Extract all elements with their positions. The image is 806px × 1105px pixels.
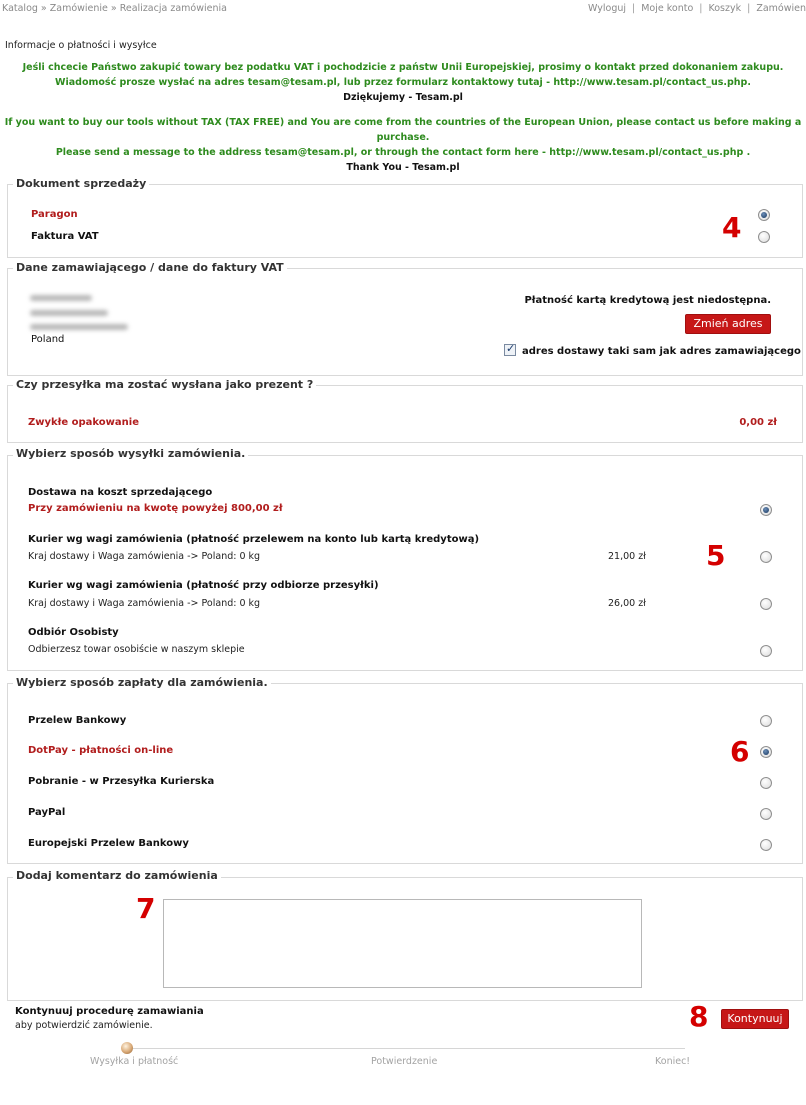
customer-data-legend: Dane zamawiającego / dane do faktury VAT: [13, 261, 287, 274]
nav-separator: |: [632, 3, 636, 14]
sales-document-fieldset: [7, 184, 803, 258]
annotation-number-8: 8: [689, 1000, 709, 1033]
shipping-option-subtitle: Kraj dostawy i Waga zamówienia -> Poland: 0 kg: [28, 551, 261, 562]
order-comment-textarea[interactable]: [163, 899, 642, 988]
progress-track: [125, 1048, 685, 1049]
gift-wrapping-option: Zwykłe opakowanie: [28, 417, 139, 428]
payment-eu-transfer-radio[interactable]: [760, 839, 772, 851]
orders-link[interactable]: Zamówien: [756, 3, 806, 14]
redacted-street: [30, 310, 108, 316]
notice-polish: [0, 60, 806, 105]
payment-option-label: Przelew Bankowy: [28, 715, 127, 726]
shipping-courier-prepaid-radio[interactable]: [760, 551, 772, 563]
annotation-number-6: 6: [730, 735, 750, 768]
top-navigation: [588, 3, 806, 14]
card-payment-unavailable-notice: Płatność kartą kredytową jest niedostępna.: [524, 295, 771, 306]
gift-fieldset: [7, 385, 803, 443]
step-confirmation: Potwierdzenie: [371, 1056, 438, 1067]
shipping-pickup-radio[interactable]: [760, 645, 772, 657]
notice-english: [0, 115, 806, 175]
change-address-button[interactable]: Zmień adres: [685, 314, 771, 334]
step-shipping-payment: Wysyłka i płatność: [90, 1056, 179, 1067]
payment-option-label: PayPal: [28, 807, 66, 818]
shipping-option-subtitle: Odbierzesz towar osobiście w naszym sklepie: [28, 644, 245, 655]
option-faktura-vat-label: Faktura VAT: [31, 231, 99, 242]
payment-dotpay-radio[interactable]: [760, 746, 772, 758]
nav-separator: |: [747, 3, 751, 14]
payment-paypal-radio[interactable]: [760, 808, 772, 820]
comment-legend: Dodaj komentarz do zamówienia: [13, 869, 221, 882]
shipping-option-title: Kurier wg wagi zamówienia (płatność przy odbiorze przesyłki): [28, 580, 379, 591]
nav-separator: |: [699, 3, 703, 14]
shipping-option-title: Dostawa na koszt sprzedającego: [28, 487, 213, 498]
option-paragon-label: Paragon: [31, 209, 78, 220]
notice-pl-line3: Dziękujemy - Tesam.pl: [343, 92, 463, 103]
breadcrumb: [2, 3, 227, 14]
payment-bank-transfer-radio[interactable]: [760, 715, 772, 727]
shipping-option-title: Odbiór Osobisty: [28, 627, 119, 638]
breadcrumb-separator: »: [40, 3, 47, 14]
shipping-free-radio[interactable]: [760, 504, 772, 516]
breadcrumb-separator: »: [110, 3, 117, 14]
continue-title: Kontynuuj procedurę zamawiania: [15, 1006, 204, 1017]
shipping-option-price: 21,00 zł: [608, 551, 646, 562]
redacted-city: [30, 324, 128, 330]
my-account-link[interactable]: Moje konto: [641, 3, 694, 14]
continue-button[interactable]: Kontynuuj: [721, 1009, 789, 1029]
payment-option-label: DotPay - płatności on-line: [28, 745, 174, 756]
notice-en-line2: Please send a message to the address tesam@tesam.pl, or through the contact form here - http://www.tesam.pl/contact_us.php .: [55, 147, 751, 158]
shipping-courier-cod-radio[interactable]: [760, 598, 772, 610]
annotation-number-5: 5: [706, 539, 726, 572]
sales-document-legend: Dokument sprzedaży: [13, 177, 149, 190]
faktura-vat-radio[interactable]: [758, 231, 770, 243]
continue-subtitle: aby potwierdzić zamówienie.: [15, 1020, 153, 1031]
notice-pl-line1: Jeśli chcecie Państwo zakupić towary bez podatku VAT i pochodzicie z państw Unii Europejskiej, prosimy o kontakt przed dokonaniem zakupu.: [22, 62, 784, 73]
notice-en-line3: Thank You - Tesam.pl: [346, 162, 460, 173]
annotation-number-7: 7: [136, 892, 156, 925]
same-address-label: adres dostawy taki sam jak adres zamawiającego: [522, 346, 801, 357]
annotation-number-4: 4: [722, 211, 742, 244]
payment-option-label: Europejski Przelew Bankowy: [28, 838, 189, 849]
breadcrumb-catalog[interactable]: Katalog: [2, 3, 38, 14]
top-bar: [0, 0, 806, 18]
customer-data-fieldset: [7, 268, 803, 376]
paragon-radio[interactable]: [758, 209, 770, 221]
progress-indicator: [121, 1042, 133, 1054]
breadcrumb-current: Realizacja zamówienia: [119, 3, 227, 14]
payment-legend: Wybierz sposób zapłaty dla zamówienia.: [13, 676, 271, 689]
payment-fieldset: [7, 683, 803, 864]
gift-wrapping-price: 0,00 zł: [739, 417, 777, 428]
shipping-legend: Wybierz sposób wysyłki zamówienia.: [13, 447, 248, 460]
shipping-option-title: Kurier wg wagi zamówienia (płatność przelewem na konto lub kartą kredytową): [28, 534, 480, 545]
notice-pl-line2: Wiadomość prosze wysłać na adres tesam@tesam.pl, lub przez formularz kontaktowy tutaj - http://www.tesam.pl/contact_us.php.: [55, 77, 751, 88]
gift-legend: Czy przesyłka ma zostać wysłana jako prezent ?: [13, 378, 316, 391]
shipping-option-price: 26,00 zł: [608, 598, 646, 609]
shipping-option-subtitle: Kraj dostawy i Waga zamówienia -> Poland: 0 kg: [28, 598, 261, 609]
logout-link[interactable]: Wyloguj: [588, 3, 627, 14]
redacted-name: [30, 295, 92, 301]
breadcrumb-order[interactable]: Zamówienie: [49, 3, 108, 14]
cart-link[interactable]: Koszyk: [708, 3, 742, 14]
page-section-title: Informacje o płatności i wysyłce: [5, 40, 157, 51]
notice-en-line1: If you want to buy our tools without TAX (TAX FREE) and You are come from the countries of the European Union, please contact us before making a purchase.: [4, 117, 802, 143]
payment-cod-radio[interactable]: [760, 777, 772, 789]
same-address-checkbox[interactable]: [504, 344, 516, 356]
shipping-option-subtitle: Przy zamówieniu na kwotę powyżej 800,00 zł: [28, 503, 283, 514]
customer-country: Poland: [31, 334, 65, 345]
step-finish: Koniec!: [655, 1056, 691, 1067]
payment-option-label: Pobranie - w Przesyłka Kurierska: [28, 776, 215, 787]
